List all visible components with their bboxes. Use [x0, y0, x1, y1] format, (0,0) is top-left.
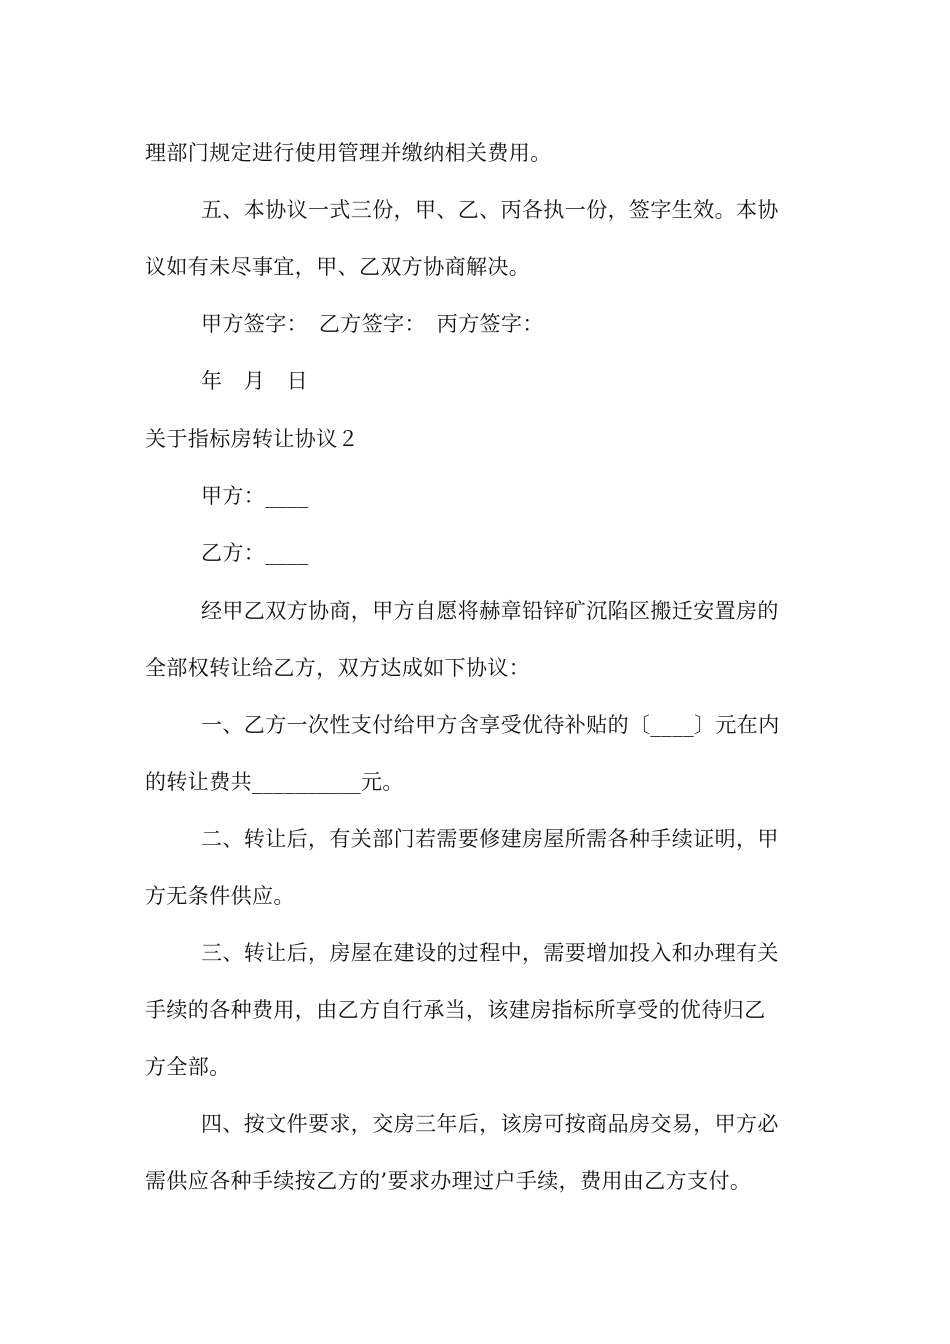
- text-line-12: 的转让费共__________元。: [145, 770, 404, 794]
- text-line-17: 方全部。: [145, 1055, 231, 1079]
- text-line-15: 三、转让后，房屋在建设的过程中，需要增加投入和办理有关: [201, 941, 779, 965]
- text-line-10: 全部权转让给乙方，双方达成如下协议：: [145, 656, 531, 680]
- text-line-18: 四、按文件要求，交房三年后，该房可按商品房交易，甲方必: [201, 1112, 779, 1136]
- party-b-line: 乙方：____: [201, 541, 309, 565]
- section-title: 关于指标房转让协议２: [145, 427, 359, 451]
- party-a-line: 甲方：____: [201, 484, 309, 508]
- text-line-19: 需供应各种手续按乙方的’要求办理过户手续，费用由乙方支付。: [145, 1169, 752, 1193]
- text-line-2: 五、本协议一式三份，甲、乙、丙各执一份，签字生效。本协: [201, 198, 779, 222]
- text-line-13: 二、转让后，有关部门若需要修建房屋所需各种手续证明，甲: [201, 827, 779, 851]
- text-line-11: 一、乙方一次性支付给甲方含享受优待补贴的〔____〕元在内: [201, 713, 780, 737]
- text-line-9: 经甲乙双方协商，甲方自愿将赫章铅锌矿沉陷区搬迁安置房的: [201, 599, 779, 623]
- text-line-3: 议如有未尽事宜，甲、乙双方协商解决。: [145, 255, 531, 279]
- text-line-1: 理部门规定进行使用管理并缴纳相关费用。: [145, 141, 552, 165]
- date-line: 年 月 日: [201, 369, 308, 393]
- text-line-16: 手续的各种费用，由乙方自行承当，该建房指标所享受的优待归乙: [145, 998, 766, 1022]
- text-line-14: 方无条件供应。: [145, 884, 295, 908]
- signature-line: 甲方签字： 乙方签字： 丙方签字：: [201, 312, 544, 336]
